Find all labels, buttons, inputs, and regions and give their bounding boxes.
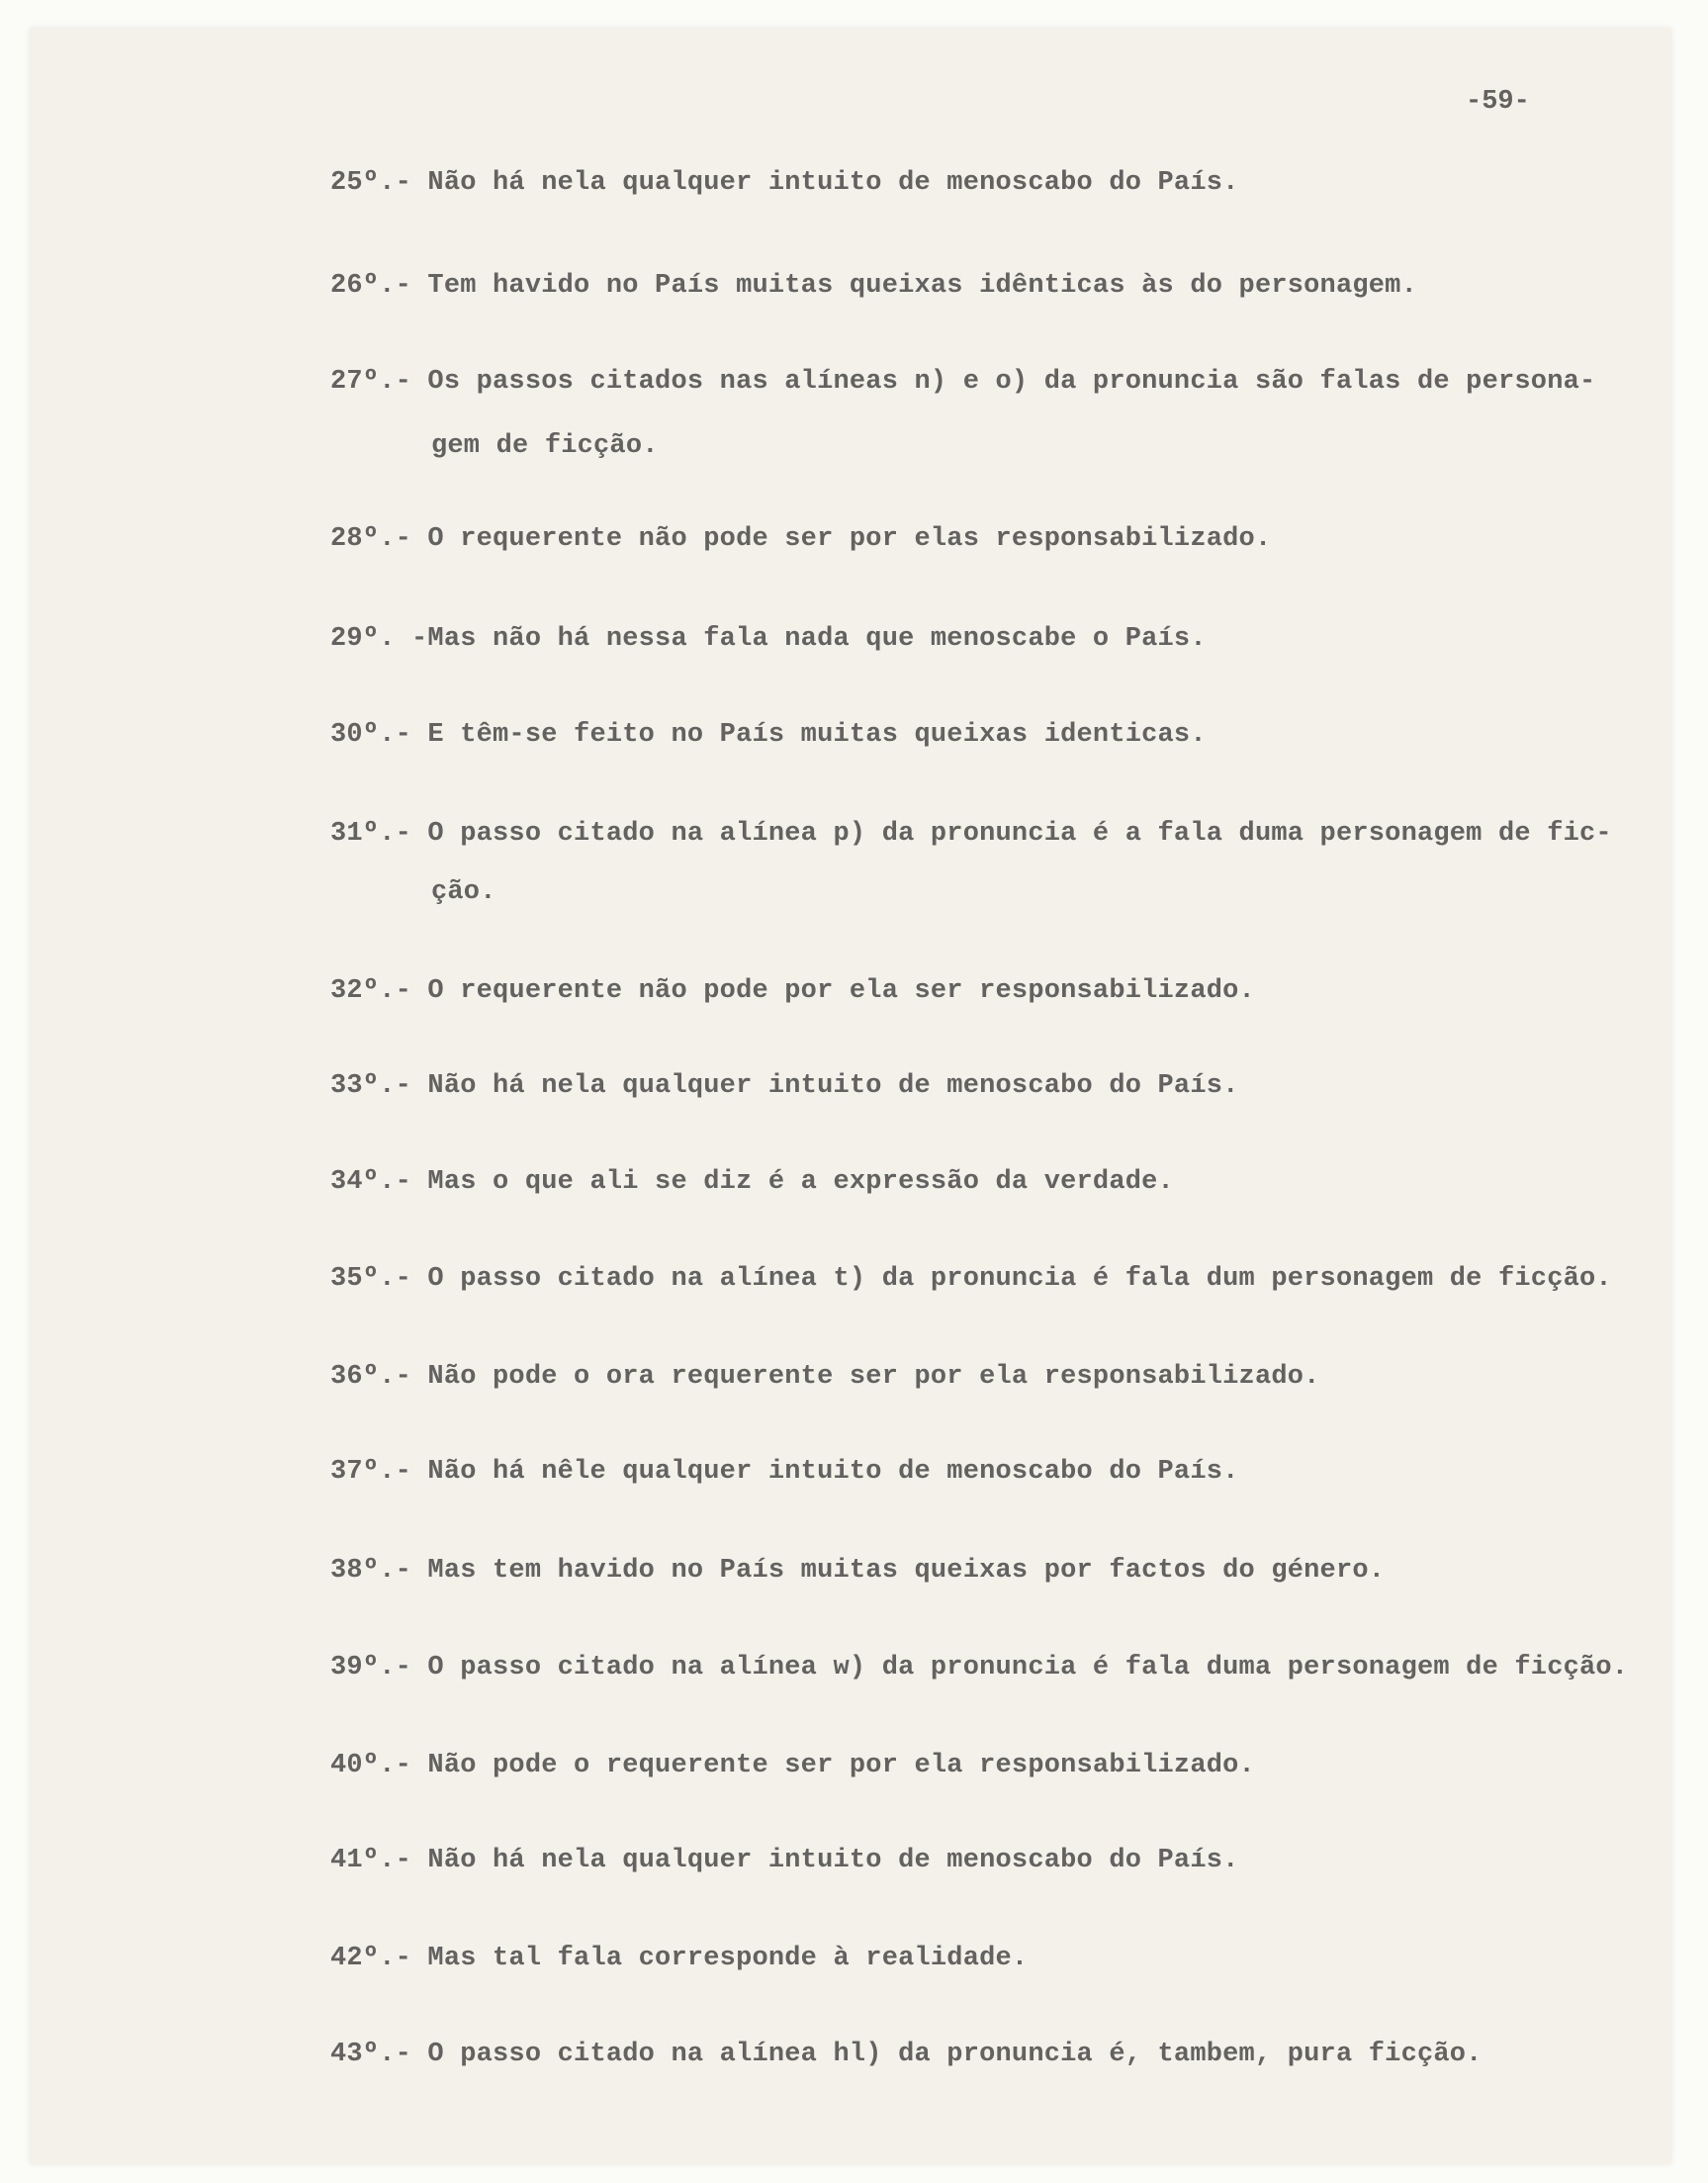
paragraph-31: 31º.- O passo citado na alínea p) da pronuncia é a fala duma personagem de fic- xyxy=(330,819,1612,849)
paragraph-35: 35º.- O passo citado na alínea t) da pronuncia é fala dum personagem de ficção. xyxy=(330,1264,1612,1294)
paragraph-36: 36º.- Não pode o ora requerente ser por ela responsabilizado. xyxy=(330,1362,1320,1392)
paragraph-25: 25º.- Não há nela qualquer intuito de menoscabo do País. xyxy=(330,168,1239,198)
paragraph-41: 41º.- Não há nela qualquer intuito de menoscabo do País. xyxy=(330,1846,1239,1875)
paragraph-33: 33º.- Não há nela qualquer intuito de menoscabo do País. xyxy=(330,1071,1239,1101)
paragraph-28: 28º.- O requerente não pode ser por elas responsabilizado. xyxy=(330,524,1272,554)
paragraph-30: 30º.- E têm-se feito no País muitas queixas identicas. xyxy=(330,720,1207,750)
paragraph-29: 29º. -Mas não há nessa fala nada que menoscabe o País. xyxy=(330,624,1207,654)
paragraph-32: 32º.- O requerente não pode por ela ser responsabilizado. xyxy=(330,976,1255,1006)
paragraph-40: 40º.- Não pode o requerente ser por ela responsabilizado. xyxy=(330,1751,1255,1780)
paragraph-27: 27º.- Os passos citados nas alíneas n) e o) da pronuncia são falas de persona- xyxy=(330,367,1596,397)
paragraph-42: 42º.- Mas tal fala corresponde à realidade. xyxy=(330,1944,1029,1973)
paragraph-37: 37º.- Não há nêle qualquer intuito de menoscabo do País. xyxy=(330,1457,1239,1487)
paragraph-39: 39º.- O passo citado na alínea w) da pronuncia é fala duma personagem de ficção. xyxy=(330,1653,1629,1683)
paragraph-31-continuation: ção. xyxy=(431,877,496,907)
page-number: -59- xyxy=(1466,87,1530,117)
paragraph-34: 34º.- Mas o que ali se diz é a expressão da verdade. xyxy=(330,1167,1174,1197)
paragraph-27-continuation: gem de ficção. xyxy=(431,431,659,461)
paragraph-43: 43º.- O passo citado na alínea hl) da pronuncia é, tambem, pura ficção. xyxy=(330,2040,1483,2069)
paragraph-38: 38º.- Mas tem havido no País muitas queixas por factos do género. xyxy=(330,1556,1386,1586)
paragraph-26: 26º.- Tem havido no País muitas queixas idênticas às do personagem. xyxy=(330,271,1417,301)
